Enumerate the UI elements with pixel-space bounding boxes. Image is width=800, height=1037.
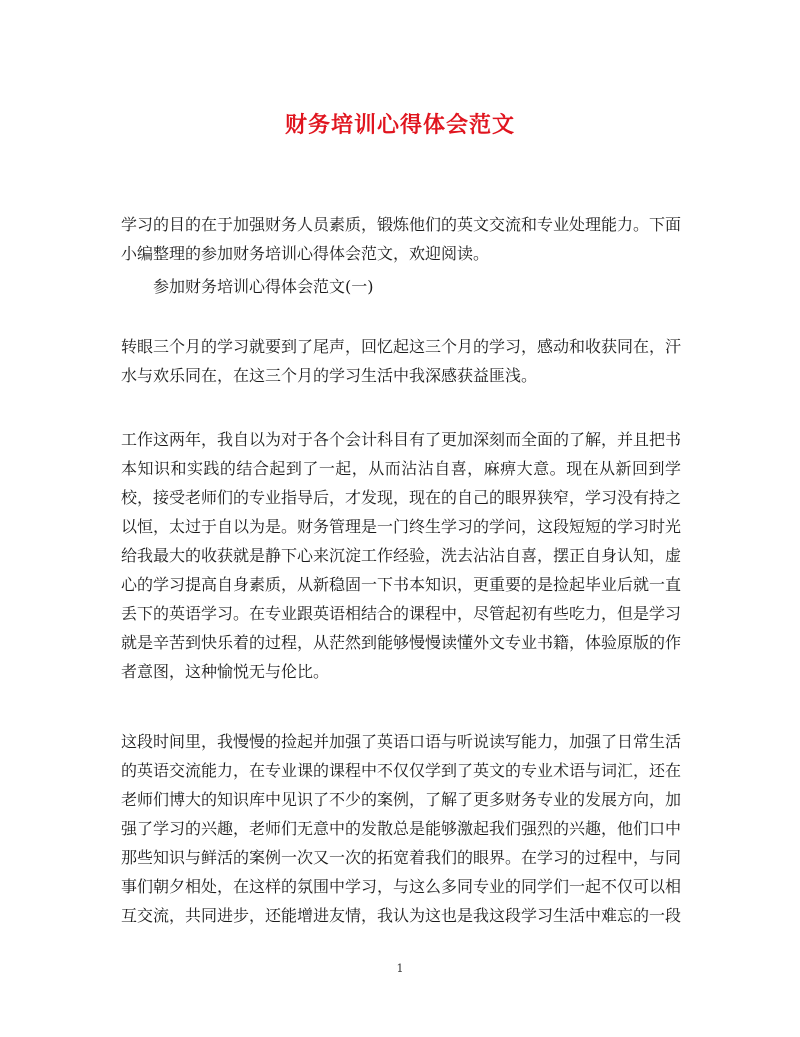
body-paragraph-3: 这段时间里，我慢慢的捡起并加强了英语口语与听说读写能力，加强了日常生活的英语交流能力，在专业课的课程中不仅仅学到了英文的专业术语与词汇，还在老师们博大的知识库中见识了不少的案例，了解了更多财务专业的发展方向，加强了学习的兴趣，老师们无意中的发散总是能够激起我们强烈的兴趣，他们口中那些知识与鲜活的案例一次又一次的拓宽着我们的眼界。在学习的过程中，与同事们朝夕相处，在这样的氛围中学习，与这么多同专业的同学们一起不仅可以相互交流，共同进步，还能增进友情，我认为这也是我这段学习生活中难忘的一段	[121, 732, 682, 925]
document-title: 财务培训心得体会范文	[284, 112, 515, 138]
intro-paragraph: 学习的目的在于加强财务人员素质，锻炼他们的英文交流和专业处理能力。下面小编整理的参加财务培训心得体会范文，欢迎阅读。	[121, 215, 682, 263]
body-paragraph-1: 转眼三个月的学习就要到了尾声，回忆起这三个月的学习，感动和收获同在，汗水与欢乐同在，在这三个月的学习生活中我深感获益匪浅。	[121, 337, 682, 385]
section-subheading: 参加财务培训心得体会范文(一)	[153, 277, 374, 296]
body-paragraph-2: 工作这两年，我自以为对于各个会计科目有了更加深刻而全面的了解，并且把书本知识和实践的结合起到了一起，从而沾沾自喜，麻痹大意。现在从新回到学校，接受老师们的专业指导后，才发现，现在的自己的眼界狭窄，学习没有持之以恒，太过于自以为是。财务管理是一门终生学习的学问，这段短短的学习时光给我最大的收获就是静下心来沉淀工作经验，洗去沾沾自喜，摆正自身认知，虚心的学习提高自身素质，从新稳固一下书本知识，更重要的是捡起毕业后就一直丢下的英语学习。在专业跟英语相结合的课程中，尽管起初有些吃力，但是学习就是辛苦到快乐着的过程，从茫然到能够慢慢读懂外文专业书籍，体验原版的作者意图，这种愉悦无与伦比。	[121, 430, 682, 681]
page-number: 1	[396, 962, 404, 975]
